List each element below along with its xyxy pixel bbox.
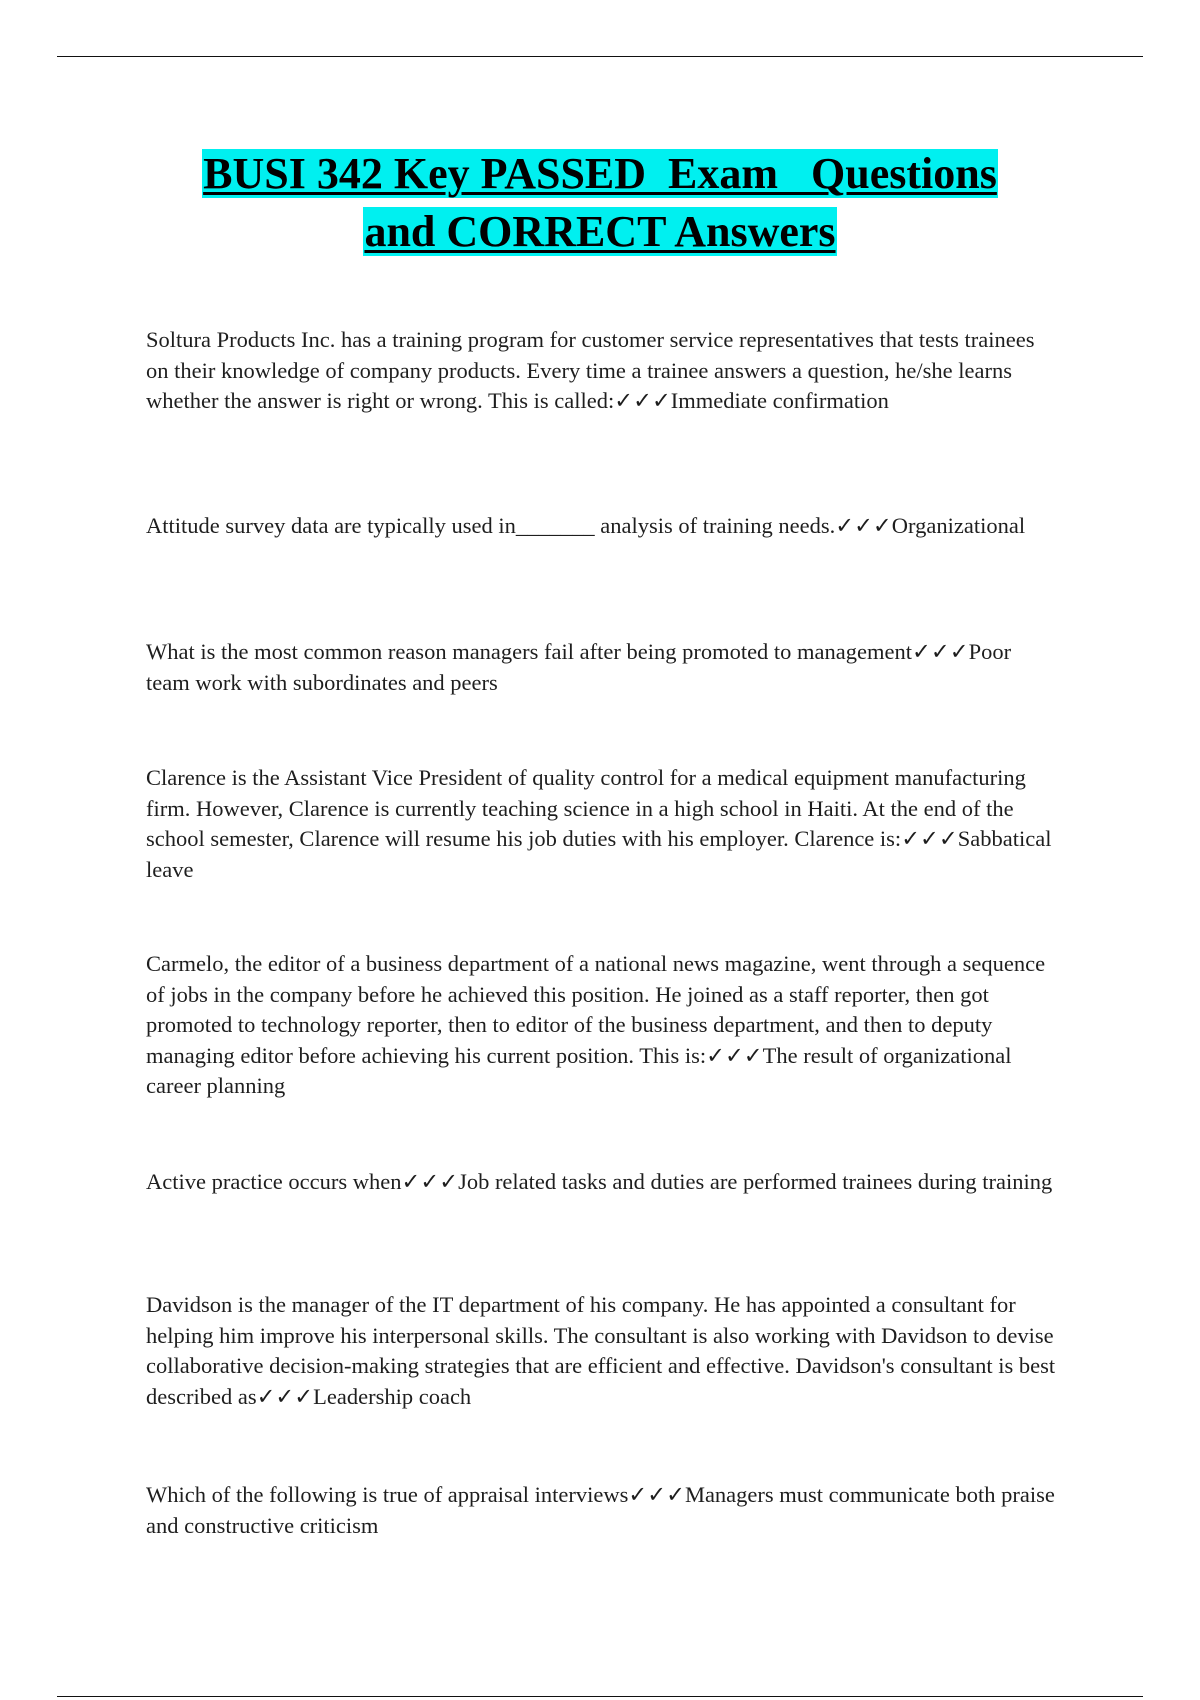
answer-text: Leadership coach <box>313 1383 472 1409</box>
qa-item-7 <box>146 1290 1056 1412</box>
answer-text: Managers must communicate both praise and constructive criticism <box>146 1482 1055 1538</box>
question-text: Which of the following is true of appraisal interviews <box>146 1482 629 1507</box>
question-text: Clarence is the Assistant Vice President of quality control for a medical equipment manufacturing firm. However, Clarence is currently teaching science in a high school in Haiti. At the end of the school semester, Clarence will resume his job duties with his employer. Clarence is: <box>146 765 1026 851</box>
answer-text: Organizational <box>891 513 1026 538</box>
check-marks-icon: ✓✓✓ <box>401 1169 459 1194</box>
check-marks-icon: ✓✓✓ <box>901 826 958 851</box>
qa-item-2 <box>146 511 1056 542</box>
check-marks-icon: ✓✓✓ <box>256 1383 314 1409</box>
check-marks-icon: ✓✓✓ <box>628 1482 685 1507</box>
qa-item-1 <box>146 325 1056 417</box>
qa-item-8 <box>146 1480 1056 1541</box>
check-marks-icon: ✓✓✓ <box>614 388 671 413</box>
question-text: Davidson is the manager of the IT department of his company. He has appointed a consultant for helping him improve his interpersonal skills. The consultant is also working with Davidson to devise collaborative decision-making strategies that are efficient and effective. Davidson's consultant is best described as <box>146 1292 1056 1409</box>
answer-text: Immediate confirmation <box>670 388 889 413</box>
answer-text: Poor team work with subordinates and peers <box>146 639 1012 695</box>
answer-text: The result of organizational career planning <box>146 1042 1012 1098</box>
check-marks-icon: ✓✓✓ <box>835 513 892 538</box>
question-text: Soltura Products Inc. has a training program for customer service representatives that tests trainees on their knowledge of company products. Every time a trainee answers a question, he/she learns whether the answer is right or wrong. This is called: <box>146 327 1035 413</box>
title-line-1: BUSI 342 Key PASSED Exam Questions <box>203 149 997 198</box>
answer-text: Sabbatical leave <box>146 826 1052 882</box>
check-marks-icon: ✓✓✓ <box>912 639 969 664</box>
title-line-2: and CORRECT Answers <box>364 207 836 256</box>
question-text: Attitude survey data are typically used in_______ analysis of training needs. <box>146 513 836 538</box>
question-text: What is the most common reason managers fail after being promoted to management <box>146 639 913 664</box>
question-text: Carmelo, the editor of a business department of a national news magazine, went through a sequence of jobs in the company before he achieved this position. He joined as a staff reporter, then got promoted to technology reporter, then to editor of the business department, and then to deputy managing editor before achieving his current position. This is: <box>146 951 1046 1068</box>
qa-item-5 <box>146 949 1056 1102</box>
qa-item-6 <box>146 1167 1056 1198</box>
qa-item-4 <box>146 763 1056 885</box>
page-title <box>100 145 1100 261</box>
question-text: Active practice occurs when <box>146 1169 402 1194</box>
top-rule <box>57 56 1143 57</box>
check-marks-icon: ✓✓✓ <box>706 1042 763 1068</box>
answer-text: Job related tasks and duties are performed trainees during training <box>458 1169 1053 1194</box>
bottom-rule <box>57 1696 1143 1697</box>
qa-item-3 <box>146 637 1056 698</box>
